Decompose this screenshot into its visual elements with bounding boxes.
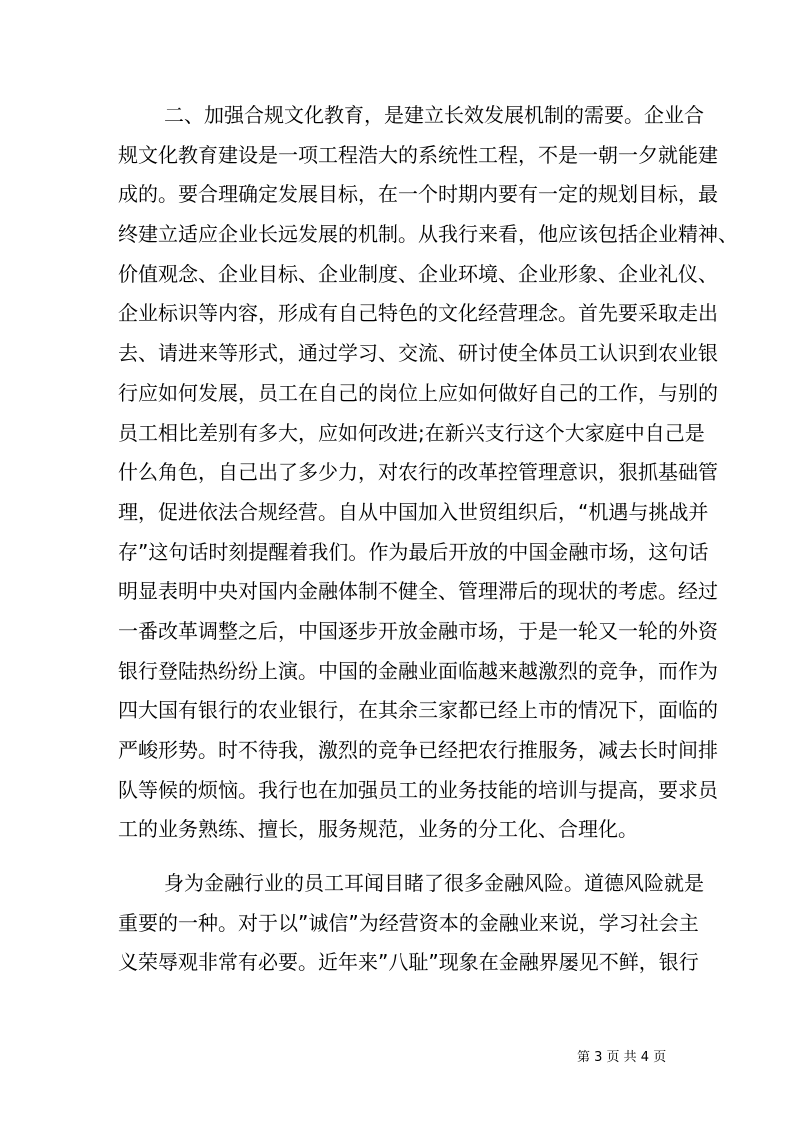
text-line: 义荣辱观非常有必要。近年来”八耻”现象在金融界屡见不鲜，银行 — [118, 950, 699, 975]
text-line: 严峻形势。时不待我，激烈的竞争已经把农行推服务，减去长时间排 — [118, 738, 718, 762]
text-line: 重要的一种。对于以”诚信”为经营资本的金融业来说，学习社会主 — [118, 910, 699, 935]
text-line: 理，促进依法合规经营。自从中国加入世贸组织后，“机遇与挑战并 — [118, 499, 709, 524]
text-line: 队等候的烦恼。我行也在加强员工的业务技能的培训与提高，要求员 — [118, 777, 718, 802]
text-line: 价值观念、企业目标、企业制度、企业环境、企业形象、企业礼仪、 — [118, 261, 718, 286]
text-line: 终建立适应企业长远发展的机制。从我行来看，他应该包括企业精神、 — [118, 222, 738, 247]
text-line: 行应如何发展，员工在自己的岗位上应如何做好自己的工作，与别的 — [118, 380, 718, 405]
text-line: 员工相比差别有多大，应如何改进;在新兴支行这个大家庭中自己是 — [118, 420, 705, 445]
paragraph — [118, 864, 704, 983]
text-line: 去、请进来等形式，通过学习、交流、研讨使全体员工认识到农业银 — [118, 341, 718, 366]
page-number-footer: 第 3 页 共 4 页 — [577, 1050, 667, 1065]
text-line: 规文化教育建设是一项工程浩大的系统性工程，不是一朝一夕就能建 — [118, 142, 718, 167]
paragraph-spacer — [118, 850, 678, 864]
text-line: 存”这句话时刻提醒着我们。作为最后开放的中国金融市场，这句话 — [118, 539, 709, 564]
text-line: 四大国有银行的农业银行，在其余三家都已经上市的情况下，面临的 — [118, 698, 718, 723]
text-line: 银行登陆热纷纷上演。中国的金融业面临越来越激烈的竞争，而作为 — [118, 658, 718, 683]
text-line: 成的。要合理确定发展目标，在一个时期内要有一定的规划目标，最 — [118, 182, 718, 207]
text-line: 工的业务熟练、擅长，服务规范，业务的分工化、合理化。 — [118, 817, 638, 842]
text-line: 明显表明中央对国内金融体制不健全、管理滞后的现状的考虑。经过 — [118, 579, 718, 604]
body-text — [118, 96, 738, 983]
paragraph — [118, 96, 738, 850]
text-line: 企业标识等内容，形成有自己特色的文化经营理念。首先要采取走出 — [118, 301, 718, 326]
text-line: 一番改革调整之后，中国逐步开放金融市场，于是一轮又一轮的外资 — [118, 618, 718, 643]
text-line: 什么角色，自己出了多少力，对农行的改革控管理意识，狠抓基础管 — [118, 460, 718, 485]
text-line: 身为金融行业的员工耳闻目睹了很多金融风险。道德风险就是 — [164, 871, 704, 896]
text-line: 二、加强合规文化教育，是建立长效发展机制的需要。企业合 — [164, 103, 704, 127]
